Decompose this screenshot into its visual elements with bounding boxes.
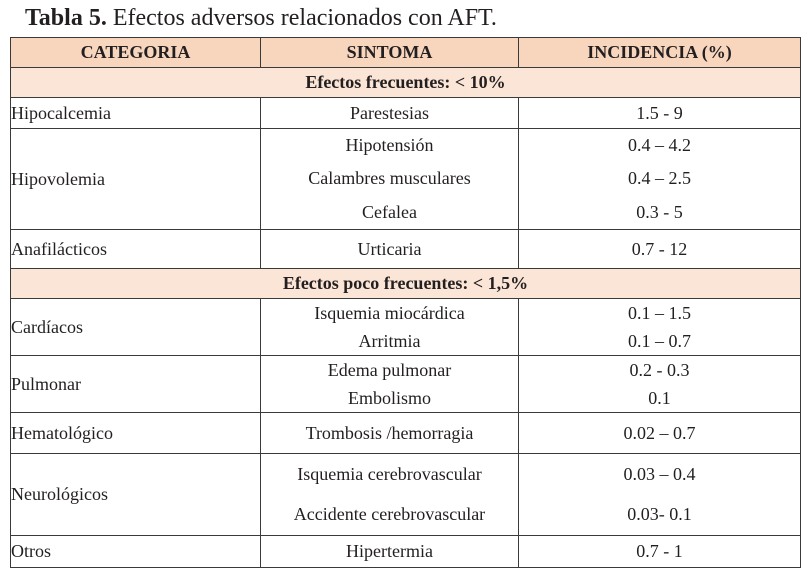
incidence-cell: [519, 454, 801, 536]
symptom-item: Arritmia: [358, 330, 421, 351]
category-cell: Hipovolemia: [11, 129, 261, 230]
section-title: Efectos frecuentes: < 10%: [11, 68, 801, 98]
table-row: [11, 98, 801, 129]
incidence-cell: [519, 299, 801, 356]
incidence-item: 0.1: [648, 387, 671, 408]
incidence-cell: 0.7 - 1: [519, 536, 801, 568]
category-cell: Hipocalcemia: [11, 98, 261, 129]
symptom-cell: Parestesias: [261, 98, 519, 129]
symptom-item: Accidente cerebrovascular: [293, 504, 486, 525]
symptom-cell: [261, 129, 519, 230]
incidence-item: 0.03- 0.1: [627, 504, 692, 525]
table-row: [11, 454, 801, 536]
table-row: [11, 536, 801, 568]
table-row: [11, 129, 801, 230]
incidence-cell: [519, 356, 801, 413]
adverse-effects-table: [10, 37, 801, 568]
incidence-cell: 1.5 - 9: [519, 98, 801, 129]
symptom-cell: Urticaria: [261, 230, 519, 269]
category-cell: Anafilácticos: [11, 230, 261, 269]
caption-text: Efectos adversos relacionados con AFT.: [112, 5, 497, 31]
category-cell: Hematológico: [11, 413, 261, 454]
header-row: [11, 38, 801, 68]
incidence-item: 0.1 – 0.7: [628, 330, 691, 351]
table-row: [11, 299, 801, 356]
category-cell: Cardíacos: [11, 299, 261, 356]
incidence-cell: 0.7 - 12: [519, 230, 801, 269]
section-row: [11, 269, 801, 299]
table-row: [11, 356, 801, 413]
table-row: [11, 413, 801, 454]
section-row: [11, 68, 801, 98]
symptom-cell: Hipertermia: [261, 536, 519, 568]
symptom-item: Edema pulmonar: [327, 359, 452, 380]
symptom-item: Cefalea: [362, 201, 417, 222]
incidence-item: 0.03 – 0.4: [623, 463, 696, 484]
incidence-item: 0.1 – 1.5: [628, 302, 691, 323]
incidence-item: 0.2 - 0.3: [629, 359, 690, 380]
table-caption: [25, 3, 497, 33]
incidence-item: 0.3 - 5: [636, 201, 683, 222]
symptom-cell: [261, 454, 519, 536]
header-category: CATEGORIA: [11, 38, 261, 68]
symptom-cell: [261, 356, 519, 413]
symptom-item: Isquemia miocárdica: [314, 302, 465, 323]
category-cell: Pulmonar: [11, 356, 261, 413]
category-cell: Otros: [11, 536, 261, 568]
symptom-item: Isquemia cerebrovascular: [297, 463, 482, 484]
symptom-cell: Trombosis /hemorragia: [261, 413, 519, 454]
incidence-item: 0.4 – 2.5: [628, 168, 691, 189]
symptom-item: Calambres musculares: [308, 168, 471, 189]
table-row: [11, 230, 801, 269]
symptom-item: Hipotensión: [345, 135, 434, 156]
incidence-item: 0.4 – 4.2: [628, 135, 691, 156]
header-incidence: INCIDENCIA (%): [519, 38, 801, 68]
caption-label: Tabla 5.: [25, 5, 107, 31]
category-cell: Neurológicos: [11, 454, 261, 536]
header-symptom: SINTOMA: [261, 38, 519, 68]
symptom-cell: [261, 299, 519, 356]
symptom-item: Embolismo: [347, 387, 431, 408]
incidence-cell: 0.02 – 0.7: [519, 413, 801, 454]
section-title: Efectos poco frecuentes: < 1,5%: [11, 269, 801, 299]
incidence-cell: [519, 129, 801, 230]
